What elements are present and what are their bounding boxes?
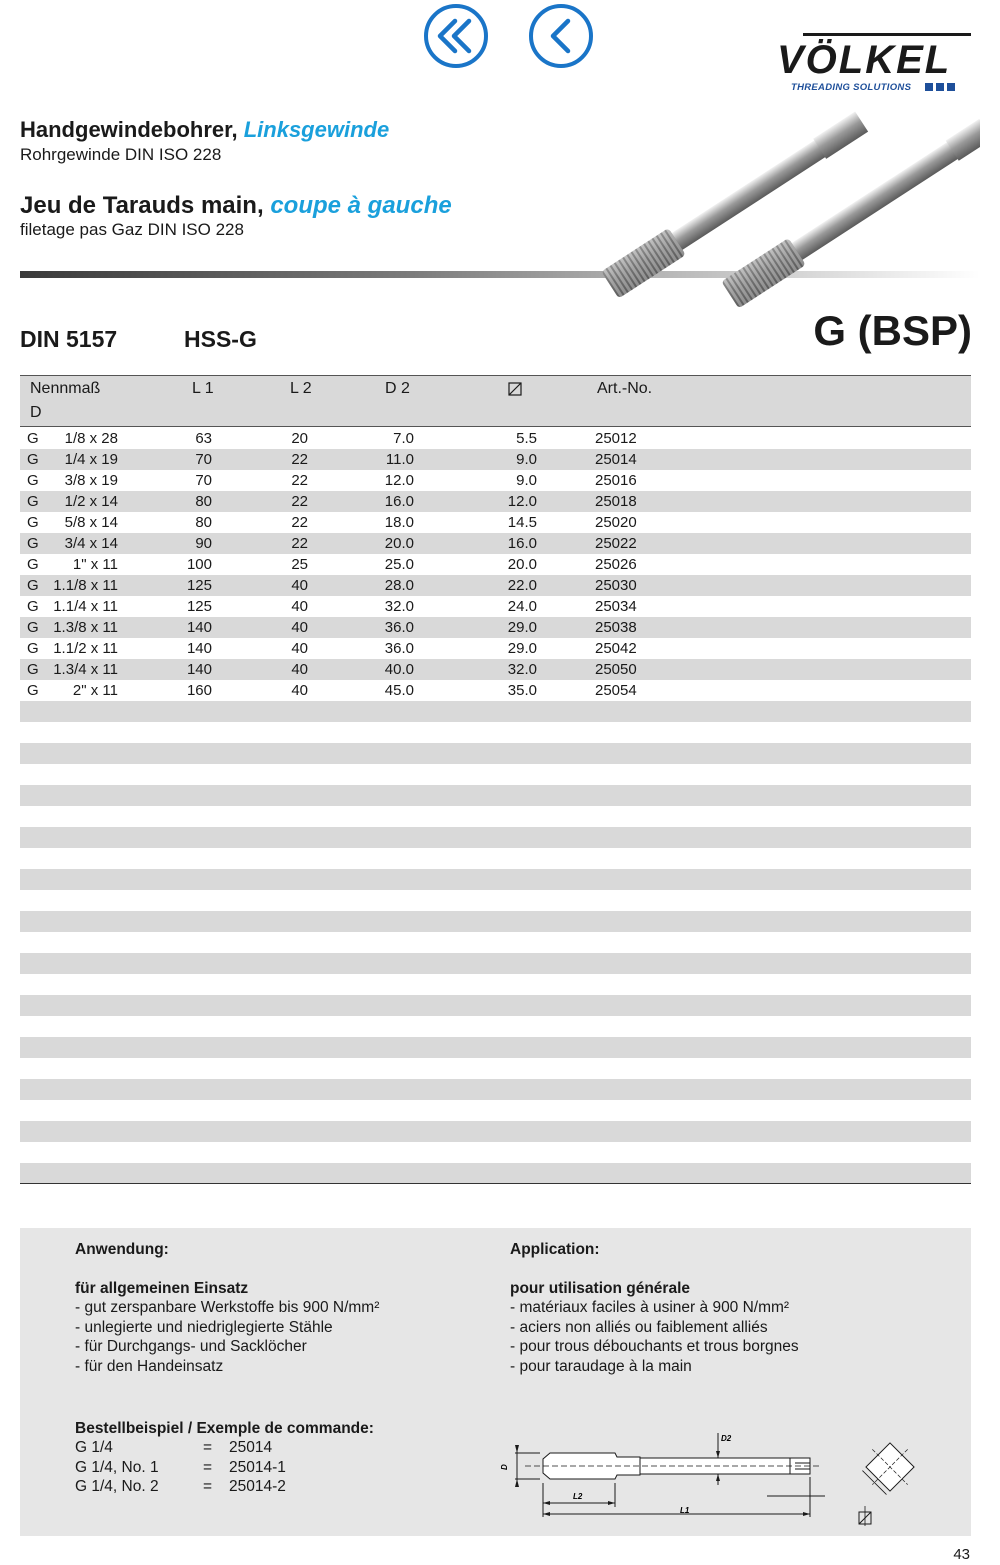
chevron-left-icon[interactable] [528, 3, 594, 69]
order-item: G 1/4, No. 2 [75, 1478, 159, 1495]
table-row [20, 785, 971, 806]
cell-sq: 9.0 [516, 472, 537, 489]
tap-tools-image [590, 110, 980, 310]
table-bottom-rule [20, 1183, 971, 1184]
german-title [20, 117, 389, 143]
table-row [20, 1100, 971, 1121]
cell-art: 25038 [595, 619, 637, 636]
cell-size: 3/8 x 19 [64, 472, 118, 489]
table-row [20, 1163, 971, 1184]
table-row [20, 512, 971, 533]
cell-d2: 36.0 [384, 619, 414, 636]
cell-art: 25014 [595, 451, 637, 468]
cell-g: G [27, 556, 39, 573]
cell-g: G [27, 535, 39, 552]
cell-sq: 9.0 [516, 451, 537, 468]
cell-l1: 63 [195, 430, 212, 447]
table-row [20, 932, 971, 953]
cell-art: 25016 [595, 472, 637, 489]
cell-d2: 16.0 [384, 493, 414, 510]
cell-d2: 18.0 [384, 514, 414, 531]
table-row [20, 1079, 971, 1100]
header-l2: L 2 [290, 380, 312, 397]
header-art-no: Art.-No. [597, 380, 653, 397]
cell-d2: 45.0 [384, 682, 414, 699]
cell-d2: 40.0 [384, 661, 414, 678]
application-list-item: - gut zerspanbare Werkstoffe bis 900 N/mm² [75, 1299, 380, 1316]
cell-sq: 29.0 [507, 640, 537, 657]
cell-l1: 140 [186, 619, 212, 636]
application-list-item: - aciers non alliés ou faiblement alliés [510, 1318, 768, 1336]
cell-l1: 70 [195, 472, 212, 489]
table-row [20, 470, 971, 491]
table-row [20, 764, 971, 785]
order-item: G 1/4, No. 1 [75, 1458, 159, 1476]
cell-l2: 40 [291, 682, 308, 699]
table-row [20, 491, 971, 512]
cell-d2: 20.0 [384, 535, 414, 552]
cell-l2: 22 [291, 451, 308, 468]
logo-dots [925, 83, 955, 91]
cell-size: 1.3/4 x 11 [53, 661, 118, 678]
cell-art: 25030 [595, 577, 637, 594]
header-d2: D 2 [385, 380, 410, 397]
table-row [20, 638, 971, 659]
cell-sq: 12.0 [507, 493, 537, 510]
cell-l2: 22 [291, 493, 308, 510]
cell-g: G [27, 619, 39, 636]
cell-size: 1/2 x 14 [64, 493, 118, 510]
cell-l2: 40 [291, 619, 308, 636]
cell-size: 1/4 x 19 [64, 451, 118, 468]
table-body [20, 428, 971, 1184]
order-eq: = [203, 1478, 213, 1495]
table-row [20, 869, 971, 890]
cell-d2: 7.0 [393, 430, 414, 447]
cell-size: 3/4 x 14 [64, 535, 118, 552]
cell-l1: 100 [186, 556, 212, 573]
cell-l1: 160 [186, 682, 212, 699]
table-row [20, 1058, 971, 1079]
table-row [20, 974, 971, 995]
header-nominal: Nennmaß [30, 380, 101, 397]
cell-art: 25020 [595, 514, 637, 531]
cell-g: G [27, 430, 39, 447]
table-row [20, 428, 971, 449]
application-fr-subtitle: pour utilisation générale [510, 1280, 690, 1297]
cell-size: 2" x 11 [72, 682, 118, 699]
cell-l1: 140 [186, 640, 212, 657]
cell-g: G [27, 640, 39, 657]
din-standard: DIN 5157 [20, 326, 118, 352]
table-row [20, 1016, 971, 1037]
french-title [20, 192, 452, 220]
tap-dimension-drawing [495, 1425, 945, 1530]
table-row [20, 449, 971, 470]
application-list-item: - unlegierte und niedriglegierte Stähle [75, 1318, 333, 1336]
cell-l2: 22 [291, 514, 308, 531]
cell-l1: 125 [186, 598, 212, 615]
cell-sq: 5.5 [516, 430, 537, 447]
cell-g: G [27, 451, 39, 468]
cell-l2: 25 [291, 556, 308, 573]
cell-l2: 22 [291, 535, 308, 552]
cell-size: 1.1/4 x 11 [53, 598, 118, 615]
dim-l1-label: L1 [680, 1506, 690, 1515]
cell-l1: 80 [195, 493, 212, 510]
french-title-text: Jeu de Tarauds main, [20, 192, 264, 219]
cell-l2: 20 [291, 430, 308, 447]
application-de-subtitle: für allgemeinen Einsatz [75, 1280, 249, 1297]
cell-size: 1.1/2 x 11 [53, 640, 118, 657]
cell-d2: 36.0 [384, 640, 414, 657]
cell-d2: 11.0 [385, 451, 414, 468]
table-row [20, 680, 971, 701]
cell-art: 25034 [595, 598, 637, 615]
cell-d2: 32.0 [384, 598, 414, 615]
application-de-list [75, 1298, 379, 1376]
french-title-accent: coupe à gauche [270, 192, 452, 219]
application-fr-title: Application: [510, 1241, 600, 1258]
cell-g: G [27, 661, 39, 678]
cell-size: 1/8 x 28 [64, 430, 118, 447]
cell-art: 25050 [595, 661, 637, 678]
material-grade: HSS-G [184, 326, 257, 352]
cell-g: G [27, 577, 39, 594]
order-art: 25014-1 [229, 1458, 286, 1476]
cell-size: 5/8 x 14 [64, 514, 118, 531]
cell-size: 1.3/8 x 11 [53, 619, 118, 636]
cell-sq: 16.0 [507, 535, 537, 552]
table-row [20, 533, 971, 554]
cell-size: 1" x 11 [72, 556, 118, 573]
cell-sq: 24.0 [507, 598, 537, 615]
cell-d2: 25.0 [384, 556, 414, 573]
cell-g: G [27, 682, 39, 699]
logo-wordmark: VÖLKEL [777, 38, 952, 82]
order-example-title: Bestellbeispiel / Exemple de commande: [75, 1420, 374, 1437]
table-row [20, 596, 971, 617]
table-row [20, 554, 971, 575]
cell-g: G [27, 493, 39, 510]
cell-l1: 90 [195, 535, 212, 552]
cell-l2: 22 [291, 472, 308, 489]
cell-art: 25022 [595, 535, 637, 552]
application-list-item: - für Durchgangs- und Sacklöcher [75, 1338, 307, 1355]
brand-logo [777, 33, 972, 95]
table-row [20, 701, 971, 722]
table-row [20, 659, 971, 680]
cell-size: 1.1/8 x 11 [53, 577, 118, 594]
table-row [20, 911, 971, 932]
cell-sq: 14.5 [507, 514, 537, 531]
dim-d-label: D [500, 1464, 509, 1470]
table-header [20, 375, 971, 427]
cell-l1: 70 [195, 451, 212, 468]
cell-g: G [27, 598, 39, 615]
cell-l1: 125 [186, 577, 212, 594]
french-subtitle: filetage pas Gaz DIN ISO 228 [20, 220, 244, 239]
order-art: 25014-2 [229, 1478, 286, 1495]
order-item: G 1/4 [75, 1439, 113, 1456]
cell-art: 25054 [595, 682, 637, 699]
cell-sq: 35.0 [507, 682, 537, 699]
cell-d2: 12.0 [384, 472, 414, 489]
header-l1: L 1 [192, 380, 214, 397]
order-eq: = [203, 1458, 213, 1476]
table-row [20, 1121, 971, 1142]
dim-l2-label: L2 [573, 1492, 583, 1501]
table-row [20, 1142, 971, 1163]
application-list-item: - für den Handeinsatz [75, 1357, 224, 1375]
table-row [20, 995, 971, 1016]
application-list-item: - pour trous débouchants et trous borgnes [510, 1338, 799, 1355]
square-symbol-icon [859, 1506, 871, 1526]
order-art: 25014 [229, 1439, 273, 1456]
square-icon [508, 382, 522, 396]
cell-sq: 20.0 [507, 556, 537, 573]
header-nominal-sub: D [30, 404, 42, 421]
cell-l2: 40 [291, 577, 308, 594]
table-row [20, 953, 971, 974]
german-subtitle: Rohrgewinde DIN ISO 228 [20, 145, 222, 164]
cell-l2: 40 [291, 640, 308, 657]
double-chevron-left-icon[interactable] [423, 3, 489, 69]
cell-art: 25026 [595, 556, 637, 573]
german-title-accent: Linksgewinde [243, 117, 390, 142]
order-eq: = [203, 1439, 213, 1456]
cell-d2: 28.0 [384, 577, 414, 594]
german-title-text: Handgewindebohrer, [20, 117, 238, 142]
cell-g: G [27, 514, 39, 531]
cell-art: 25018 [595, 493, 637, 510]
dim-d2-label: D2 [721, 1434, 732, 1443]
application-list-item: - matériaux faciles à usiner à 900 N/mm² [510, 1299, 790, 1316]
logo-rule [803, 33, 971, 36]
cell-l1: 140 [186, 661, 212, 678]
table-row [20, 722, 971, 743]
table-row [20, 806, 971, 827]
table-row [20, 617, 971, 638]
thread-type: G (BSP) [813, 307, 972, 354]
cell-l2: 40 [291, 661, 308, 678]
table-row [20, 1037, 971, 1058]
application-de-title: Anwendung: [75, 1241, 169, 1258]
cell-sq: 29.0 [507, 619, 537, 636]
cell-g: G [27, 472, 39, 489]
table-row [20, 743, 971, 764]
table-row [20, 890, 971, 911]
table-row [20, 575, 971, 596]
application-list-item: - pour taraudage à la main [510, 1357, 692, 1375]
cell-l2: 40 [291, 598, 308, 615]
cell-sq: 22.0 [507, 577, 537, 594]
table-row [20, 827, 971, 848]
cell-art: 25042 [595, 640, 637, 657]
logo-tagline: THREADING SOLUTIONS [791, 82, 912, 93]
application-fr-list [510, 1298, 799, 1376]
page-number: 43 [953, 1546, 970, 1563]
cell-l1: 80 [195, 514, 212, 531]
cell-sq: 32.0 [507, 661, 537, 678]
table-row [20, 848, 971, 869]
cell-art: 25012 [595, 430, 637, 447]
